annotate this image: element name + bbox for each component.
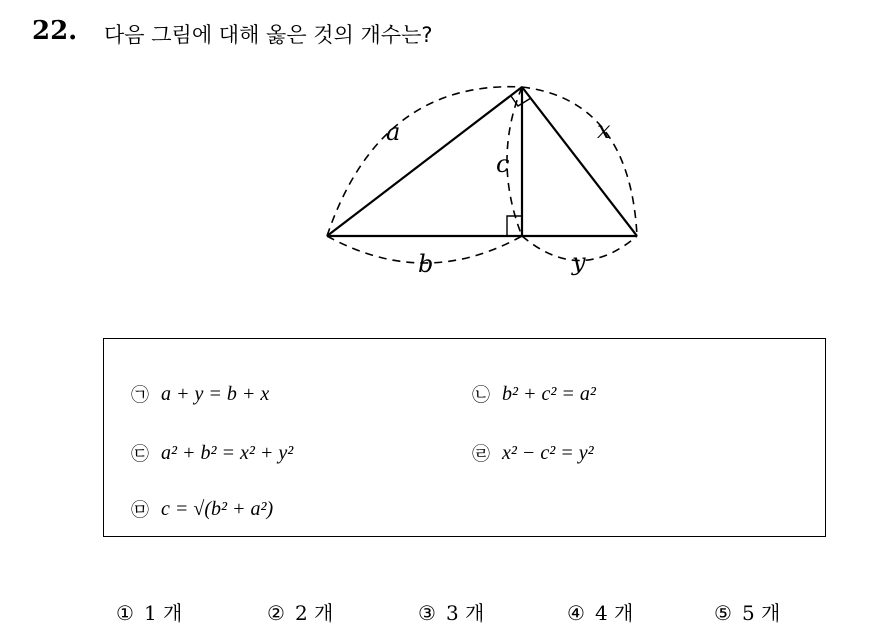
choice-3[interactable] [418,597,484,626]
choice-label: 2 개 [294,601,334,625]
side-a [327,87,522,236]
statement-mark: ㉠ [131,385,149,406]
statement-2 [472,381,596,407]
choice-label: 1 개 [143,601,183,625]
choice-label: 3 개 [445,601,485,625]
statement-expr: x² − c² = y² [502,441,594,464]
question-text: 다음 그림에 대해 옳은 것의 개수는? [104,23,433,47]
statement-mark: ㉢ [131,444,149,465]
label-c: c [496,150,510,178]
statement-expr: a² + b² = x² + y² [161,441,294,464]
label-a: a [386,118,401,146]
label-x: x [597,116,611,144]
statement-5 [131,496,273,522]
choice-number: ③ [418,601,436,625]
label-y: y [572,248,586,276]
choice-number: ④ [567,601,585,625]
question-number: 22. [32,16,78,46]
statement-4 [472,440,594,466]
side-x [522,87,637,236]
statement-expr: a + y = b + x [161,382,270,405]
statement-1 [131,381,269,407]
choice-4[interactable] [567,597,633,626]
statement-expr: b² + c² = a² [502,382,596,405]
choice-5[interactable] [714,597,780,626]
label-b: b [418,250,434,278]
statement-expr: c = √(b² + a²) [161,497,274,520]
choice-label: 4 개 [594,601,634,625]
choice-number: ① [116,601,134,625]
statement-mark: ㉡ [472,385,490,406]
statement-3 [131,440,293,466]
right-angle-mark-foot [507,216,522,236]
choice-1[interactable] [116,597,182,626]
choice-2[interactable] [267,597,333,626]
choice-number: ② [267,601,285,625]
statement-mark: ㉤ [131,500,149,521]
choice-number: ⑤ [714,601,732,625]
statement-mark: ㉣ [472,444,490,465]
choice-label: 5 개 [741,601,781,625]
